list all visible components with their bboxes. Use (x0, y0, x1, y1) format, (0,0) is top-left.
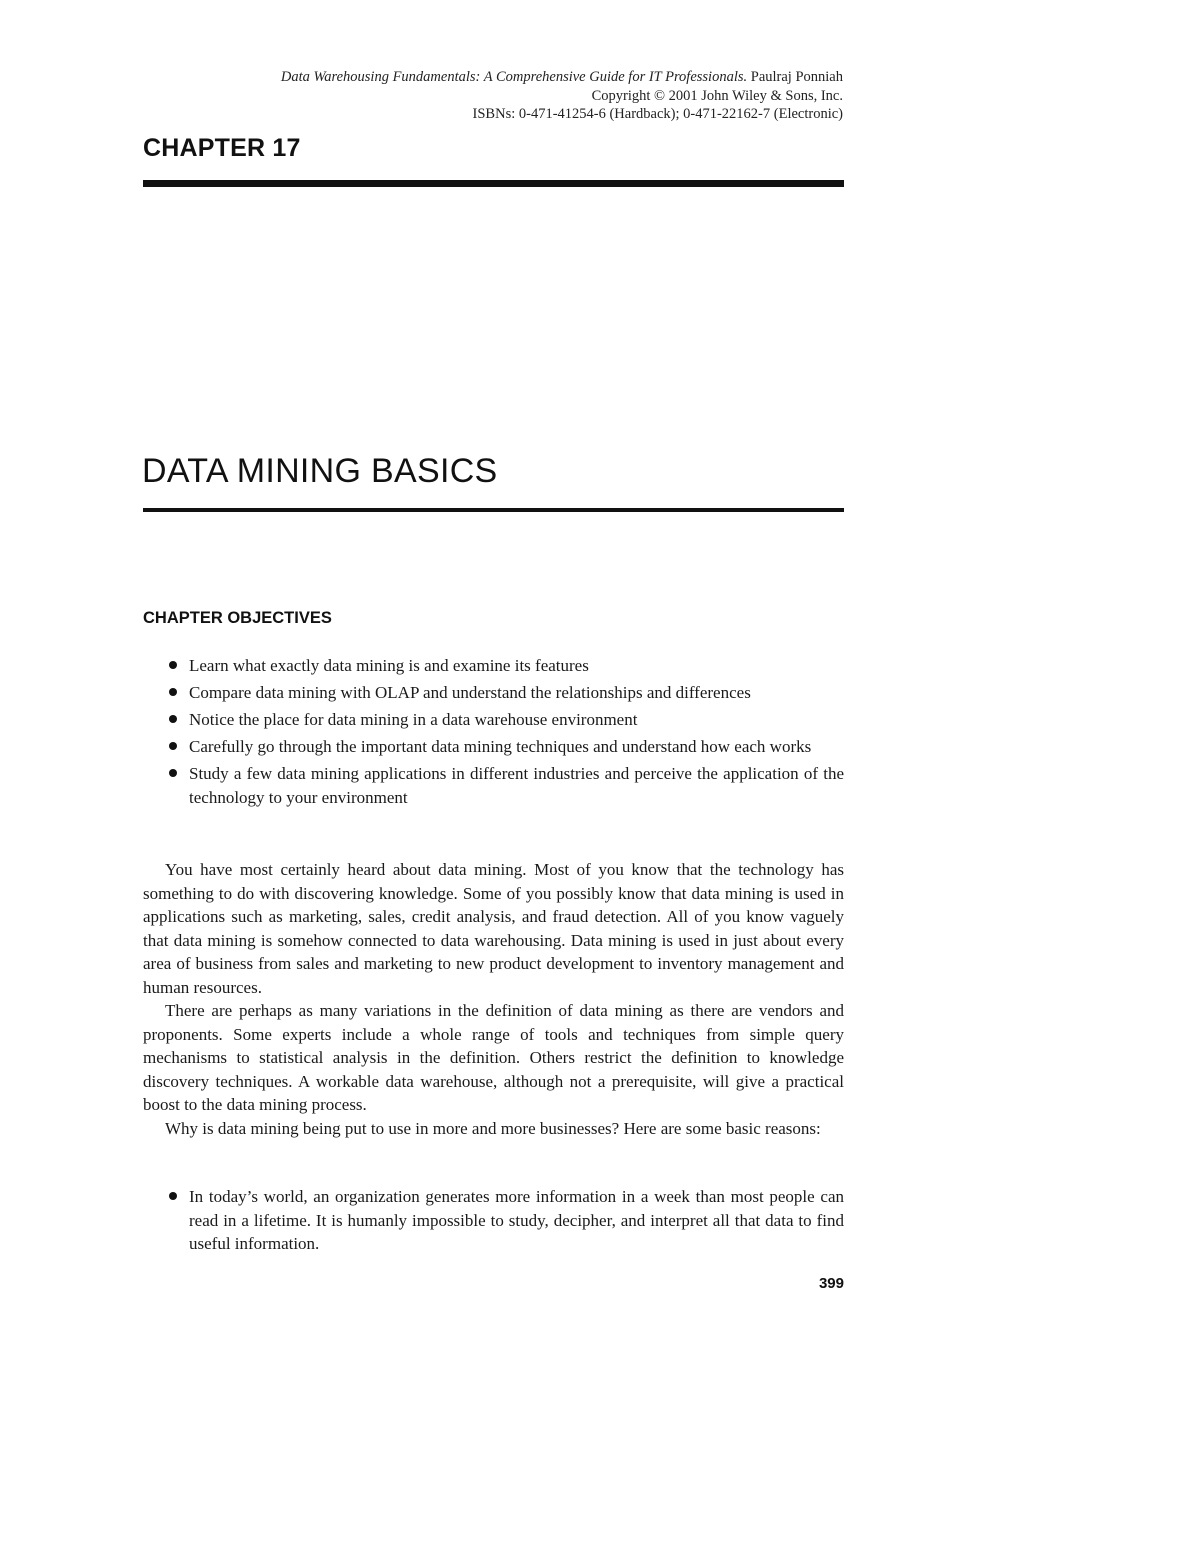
objectives-list (143, 654, 844, 809)
objective-text: Compare data mining with OLAP and understand the relationships and differences (189, 683, 751, 702)
objective-text: Study a few data mining applications in different industries and perceive the application of the technology to your environment (189, 764, 844, 807)
objective-text: Carefully go through the important data mining techniques and understand how each works (189, 737, 812, 756)
body-paragraph: There are perhaps as many variations in the definition of data mining as there are vendors and proponents. Some experts include a whole range of tools and techniques from simple query mechanisms to statistical analysis in the definition. Others restrict the definition to knowledge discovery techniques. A workable data warehouse, although not a prerequisite, will give a practical boost to the data mining process. (143, 1001, 844, 1114)
objective-item (143, 681, 844, 705)
body-text (143, 858, 844, 1140)
bullet-icon (169, 688, 177, 696)
author-name: Paulraj Ponniah (750, 69, 843, 85)
chapter-title: DATA MINING BASICS (142, 452, 498, 490)
isbn-line: ISBNs: 0-471-41254-6 (Hardback); 0-471-22162-7 (Electronic) (472, 106, 843, 122)
body-paragraph: You have most certainly heard about data mining. Most of you know that the technology has something to do with discovering knowledge. Some of you possibly know that data mining is used in applications such as marketing, sales, credit analysis, and fraud detection. All of you know vaguely that data mining is somehow connected to data warehousing. Data mining is used in just about every area of business from sales and marketing to new product development to inventory management and human resources. (143, 860, 844, 997)
bullet-icon (169, 661, 177, 669)
reason-text: In today’s world, an organization generates more information in a week than most people can read in a lifetime. It is humanly impossible to study, decipher, and interpret all that data to find useful information. (189, 1187, 844, 1253)
body-paragraph: Why is data mining being put to use in more and more businesses? Here are some basic reasons: (165, 1118, 821, 1138)
reasons-list (143, 1185, 844, 1256)
objective-text: Learn what exactly data mining is and examine its features (189, 656, 589, 675)
objective-item (143, 654, 844, 678)
objective-text: Notice the place for data mining in a data warehouse environment (189, 710, 638, 729)
chapter-rule (143, 180, 844, 187)
bullet-icon (169, 715, 177, 723)
objective-item (143, 762, 844, 809)
bullet-icon (169, 742, 177, 750)
title-rule (143, 508, 844, 512)
citation-title-line (143, 68, 843, 87)
chapter-label: CHAPTER 17 (143, 134, 301, 162)
bullet-icon (169, 1192, 177, 1200)
copyright-line: Copyright © 2001 John Wiley & Sons, Inc. (591, 87, 843, 104)
objective-item (143, 708, 844, 732)
objective-item (143, 735, 844, 759)
page-number: 399 (818, 1275, 844, 1292)
bullet-icon (169, 769, 177, 777)
reason-item (143, 1185, 844, 1256)
book-title: Data Warehousing Fundamentals: A Comprehensive Guide for IT Professionals. (280, 69, 748, 85)
objectives-heading: CHAPTER OBJECTIVES (143, 609, 332, 627)
source-citation (143, 68, 843, 124)
